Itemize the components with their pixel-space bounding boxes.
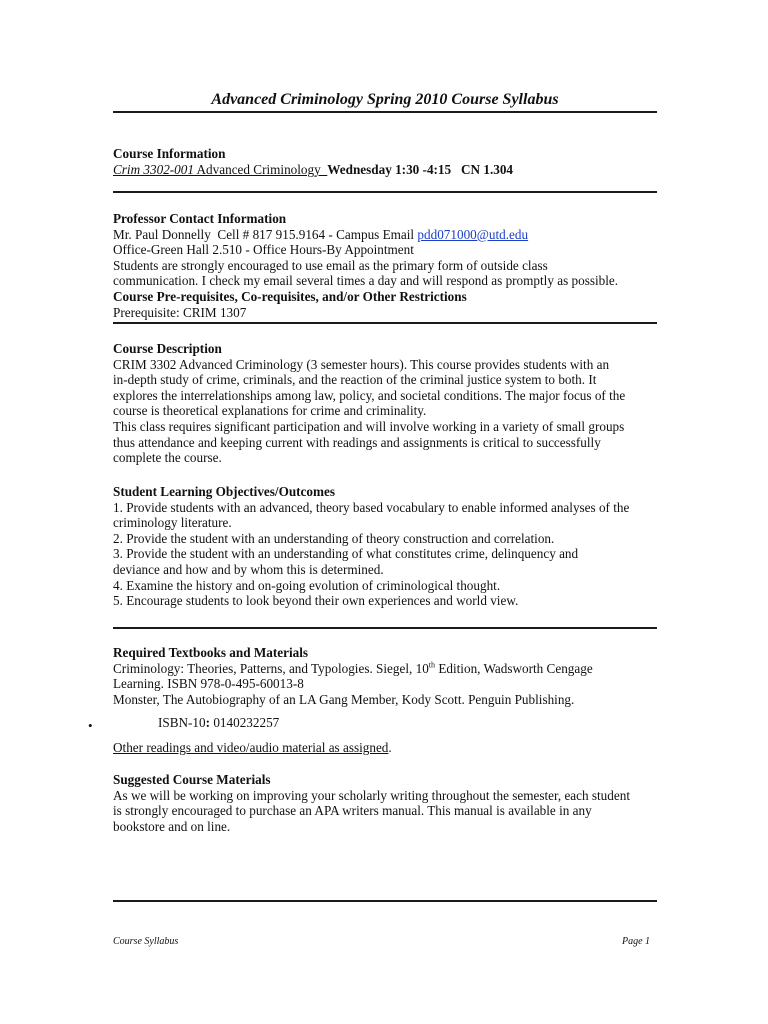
course-schedule: Wednesday 1:30 -4:15 CN 1.304 xyxy=(327,161,514,177)
footer-divider xyxy=(113,900,657,902)
textbooks-heading: Required Textbooks and Materials xyxy=(113,645,309,660)
textbook-1-publisher: Edition, Wadsworth Cengage xyxy=(435,660,593,676)
course-code: Crim 3302-001 xyxy=(113,161,194,177)
textbooks-section xyxy=(113,645,658,707)
objective-line: 2. Provide the student with an understanding of theory construction and correlation. xyxy=(113,530,555,546)
textbook-1 xyxy=(113,661,658,677)
textbook-1-isbn: Learning. ISBN 978-0-495-60013-8 xyxy=(113,676,304,692)
objective-line: 1. Provide students with an advanced, theory based vocabulary to enable informed analyses of the xyxy=(113,499,630,515)
other-materials-line xyxy=(113,740,658,756)
description-line: explores the interrelationships among law, policy, and societal conditions. The major focus of the xyxy=(113,387,626,403)
professor-email-link[interactable]: pdd071000@utd.edu xyxy=(417,226,529,242)
description-section xyxy=(113,341,658,466)
professor-cell: Mr. Paul Donnelly Cell # 817 915.9164 - Campus Email xyxy=(113,226,418,242)
title-divider xyxy=(113,111,657,113)
bullet-icon: • xyxy=(88,718,93,733)
objective-line: 4. Examine the history and on-going evolution of criminological thought. xyxy=(113,577,501,593)
textbook-2: Monster, The Autobiography of an LA Gang Member, Kody Scott. Penguin Publishing. xyxy=(113,691,575,707)
suggested-line: is strongly encouraged to purchase an APA writers manual. This manual is available in any xyxy=(113,803,592,819)
course-info-section xyxy=(113,146,658,177)
prereqs-text: Prerequisite: CRIM 1307 xyxy=(113,304,247,320)
description-line: CRIM 3302 Advanced Criminology (3 semester hours). This course provides students with an xyxy=(113,356,610,372)
professor-note-1: Students are strongly encouraged to use email as the primary form of outside class xyxy=(113,257,548,273)
professor-contact-line xyxy=(113,227,658,243)
prereqs-heading: Course Pre-requisites, Co-requisites, and/or Other Restrictions xyxy=(113,288,467,304)
professor-heading: Professor Contact Information xyxy=(113,211,287,226)
footer-page-number: Page 1 xyxy=(622,936,651,947)
suggested-heading: Suggested Course Materials xyxy=(113,772,271,787)
section-divider xyxy=(113,627,657,629)
description-line: thus attendance and keeping current with readings and assignments is critical to successfully xyxy=(113,434,601,450)
professor-section xyxy=(113,211,658,320)
description-line: course is theoretical explanations for crime and criminality. xyxy=(113,403,427,419)
course-info-line xyxy=(113,162,658,178)
objective-line: 5. Encourage students to look beyond their own experiences and world view. xyxy=(113,593,519,609)
course-name: Advanced Criminology xyxy=(193,161,328,177)
objectives-heading: Student Learning Objectives/Outcomes xyxy=(113,484,335,499)
page-title: Advanced Criminology Spring 2010 Course Syllabus xyxy=(211,91,559,108)
section-divider xyxy=(113,191,657,193)
description-line: complete the course. xyxy=(113,450,222,466)
isbn-colon: : xyxy=(205,715,211,730)
description-line: in-depth study of crime, criminals, and the reaction of the criminal justice system to both. It xyxy=(113,372,597,388)
objective-line: deviance and how and by whom this is determined. xyxy=(113,561,384,577)
description-line: This class requires significant participation and will involve working in a variety of small groups xyxy=(113,418,625,434)
suggested-section xyxy=(113,772,658,834)
isbn-10-line xyxy=(158,715,279,731)
other-materials-period: . xyxy=(388,740,392,755)
objectives-section xyxy=(113,484,658,609)
footer-left: Course Syllabus xyxy=(113,936,179,947)
isbn-value: 0140232257 xyxy=(210,715,280,730)
section-divider xyxy=(113,322,657,324)
isbn-label: ISBN-10 xyxy=(158,715,206,730)
professor-office: Office-Green Hall 2.510 - Office Hours-By Appointment xyxy=(113,242,414,258)
course-info-heading: Course Information xyxy=(113,146,226,161)
suggested-line: bookstore and on line. xyxy=(113,818,231,834)
edition-superscript: th xyxy=(428,660,436,670)
textbook-1-title: Criminology: Theories, Patterns, and Typologies. Siegel, 10 xyxy=(113,660,429,676)
objective-line: 3. Provide the student with an understanding of what constitutes crime, delinquency and xyxy=(113,546,579,562)
suggested-line: As we will be working on improving your scholarly writing throughout the semester, each student xyxy=(113,787,630,803)
description-heading: Course Description xyxy=(113,341,222,356)
other-materials-text: Other readings and video/audio material as assigned xyxy=(113,740,389,755)
professor-note-2: communication. I check my email several times a day and will respond as promptly as possible. xyxy=(113,273,619,289)
objective-line: criminology literature. xyxy=(113,515,232,531)
other-materials xyxy=(113,740,658,756)
